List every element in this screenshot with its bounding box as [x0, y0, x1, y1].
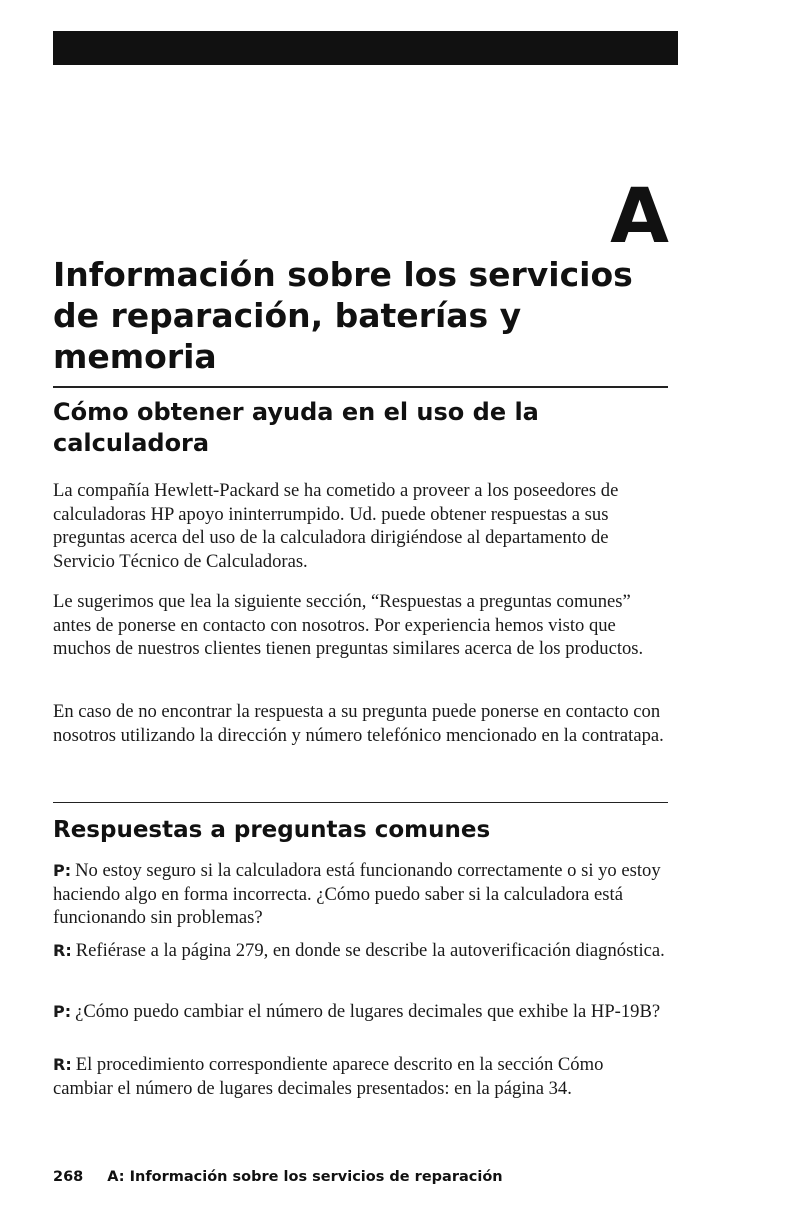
chapter-title: Información sobre los servicios de reparación, baterías y memoria [53, 255, 633, 376]
section-divider [53, 386, 668, 388]
question-tag: P: [53, 861, 72, 880]
paragraph: Le sugerimos que lea la siguiente sección, “Respuestas a preguntas comunes” antes de ponerse en contacto con nosotros. Por experiencia hemos visto que muchos de nuestros clientes tienen preguntas similares acerca de los productos. [53, 591, 644, 659]
header-bar [53, 31, 678, 65]
running-title: A: Información sobre los servicios de reparación [107, 1169, 503, 1185]
answer-tag: R: [53, 1055, 72, 1074]
section-divider [53, 802, 668, 803]
appendix-letter: A [610, 171, 667, 260]
section-heading-faq: Respuestas a preguntas comunes [53, 817, 491, 843]
section-heading-help: Cómo obtener ayuda en el uso de la calculadora [53, 398, 539, 457]
paragraph: La compañía Hewlett-Packard se ha cometido a proveer a los poseedores de calculadoras HP apoyo ininterrumpido. Ud. puede obtener respuestas a sus preguntas acerca del uso de la calculadora dirigiéndose al departamento de Servicio Técnico de Calculadoras. [53, 480, 619, 572]
faq-question [53, 1000, 665, 1024]
page-number: 268 [53, 1169, 84, 1185]
paragraph: En caso de no encontrar la respuesta a su pregunta puede ponerse en contacto con nosotros utilizando la dirección y número telefónico mencionado en la contratapa. [53, 701, 664, 746]
question-text: No estoy seguro si la calculadora está funcionando correctamente o si yo estoy haciendo algo en forma incorrecta. ¿Cómo puedo saber si la calculadora está funcionando sin problemas? [53, 860, 661, 928]
faq-question [53, 859, 665, 930]
faq-answer [53, 1053, 665, 1100]
answer-tag: R: [53, 941, 72, 960]
question-tag: P: [53, 1002, 72, 1021]
faq-answer [53, 939, 665, 963]
page-footer [53, 1167, 613, 1187]
answer-text: El procedimiento correspondiente aparece descrito en la sección Cómo cambiar el número de lugares decimales presentados: en la página 34. [53, 1054, 604, 1099]
answer-text: Refiérase a la página 279, en donde se describe la autoverificación diagnóstica. [75, 940, 665, 961]
question-text: ¿Cómo puedo cambiar el número de lugares decimales que exhibe la HP-19B? [75, 1001, 661, 1022]
